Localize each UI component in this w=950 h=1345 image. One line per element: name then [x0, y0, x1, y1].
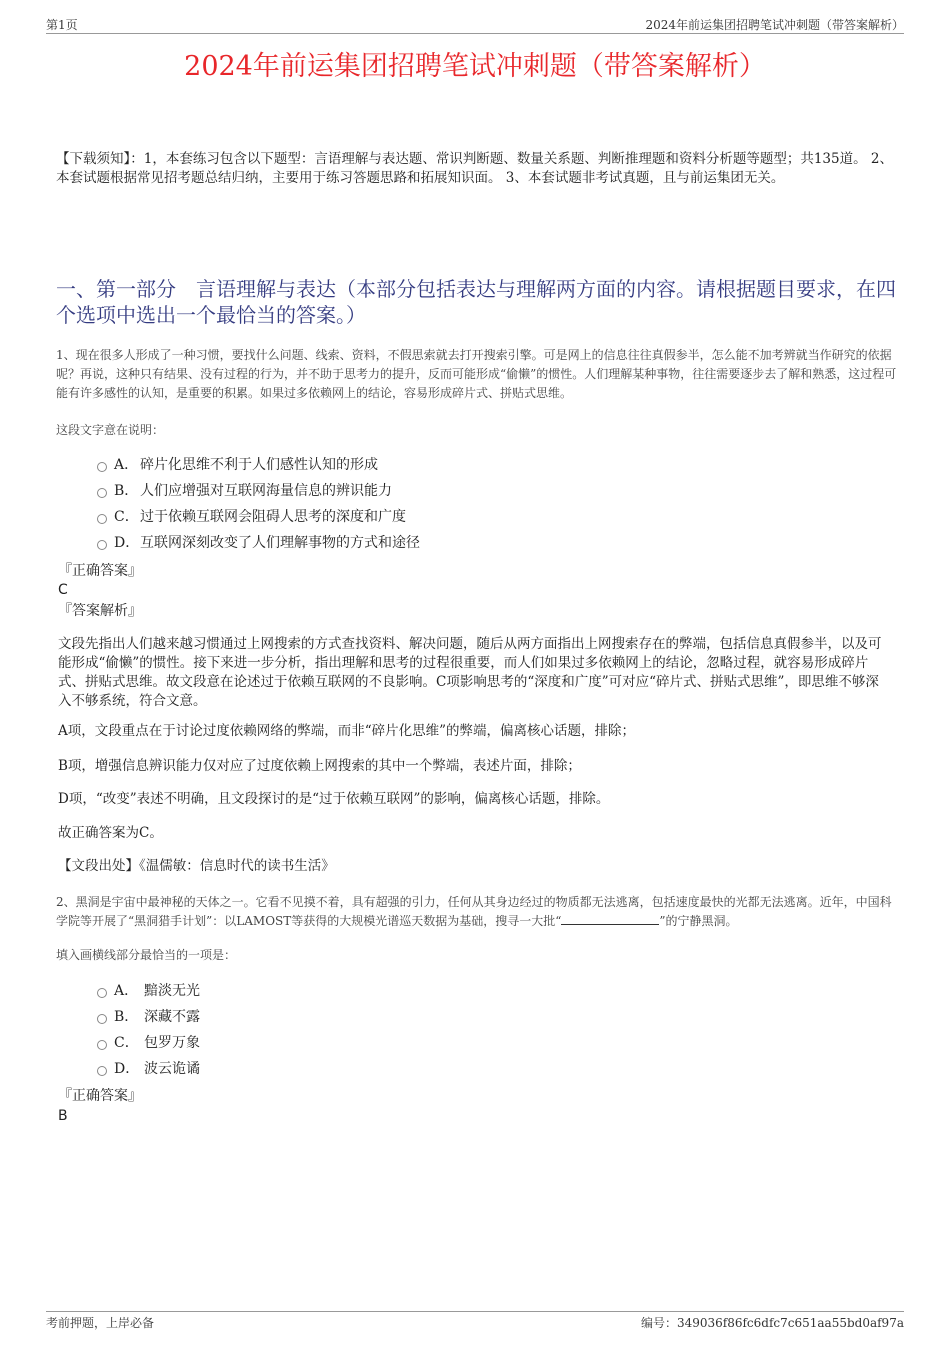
question-1-analysis-a: A项，文段重点在于讨论过度依赖网络的弊端，而非“碎片化思维”的弊端，偏离核心话题，排除； — [58, 723, 636, 739]
question-1-option-d[interactable] — [96, 532, 856, 558]
option-letter: B． — [114, 1009, 139, 1025]
question-2-prompt: 填入画横线部分最恰当的一项是： — [56, 948, 237, 962]
header-doc-title: 2024年前运集团招聘笔试冲刺题（带答案解析） — [645, 18, 904, 32]
section-heading: 一、第一部分 言语理解与表达（本部分包括表达与理解两方面的内容。请根据题目要求，在四个选项中选出一个最恰当的答案。） — [56, 277, 896, 327]
option-text: 黯淡无光 — [144, 983, 200, 999]
question-2-answer-label: 『正确答案』 — [58, 1088, 142, 1104]
question-1-answer: C — [58, 582, 68, 598]
radio-icon[interactable] — [97, 1066, 107, 1076]
question-2-options — [96, 980, 856, 1084]
page-number: 第1页 — [46, 18, 78, 32]
question-1-option-c[interactable] — [96, 506, 856, 532]
question-1-source: 【文段出处】《温儒敏：信息时代的读书生活》 — [58, 858, 335, 874]
option-letter: C． — [114, 1035, 139, 1051]
question-2-option-c[interactable] — [96, 1032, 856, 1058]
radio-icon[interactable] — [97, 514, 107, 524]
question-1-option-b[interactable] — [96, 480, 856, 506]
radio-icon[interactable] — [97, 540, 107, 550]
question-2-option-a[interactable] — [96, 980, 856, 1006]
option-letter: D． — [114, 1061, 140, 1077]
option-letter: B． — [114, 483, 139, 499]
footer-slogan: 考前押题，上岸必备 — [46, 1316, 155, 1330]
question-1-analysis-b: B项，增强信息辨识能力仅对应了过度依赖上网搜索的其中一个弊端，表述片面，排除； — [58, 758, 581, 774]
question-2-text — [56, 893, 898, 931]
page-header — [46, 15, 904, 34]
download-notice: 【下载须知】：1，本套练习包含以下题型：言语理解与表达题、常识判断题、数量关系题、判断推理题和资料分析题等题型；共135道。 2、本套试题根据常见招考题总结归纳，主要用于练习答题思路和拓展知识面。 3、本套试题非考试真题，且与前运集团无关。 — [56, 151, 893, 186]
question-1-analysis-label: 『答案解析』 — [58, 603, 142, 619]
option-text: 波云诡谲 — [144, 1061, 200, 1077]
question-1-analysis-d: D项，“改变”表述不明确，且文段探讨的是“过于依赖互联网”的影响，偏离核心话题，排除。 — [58, 791, 610, 807]
question-2-option-d[interactable] — [96, 1058, 856, 1084]
question-1-analysis-main: 文段先指出人们越来越习惯通过上网搜索的方式查找资料、解决问题，随后从两方面指出上网搜索存在的弊端，包括信息真假参半，以及可能形成“偷懒”的惯性。接下来进一步分析，指出理解和思考的过程很重要，而人们如果过多依赖网上的结论，忽略过程，就容易形成碎片式、拼贴式思维。故文段意在论述过于依赖互联网的不良影响。C项影响思考的“深度和广度”可对应“碎片式、拼贴式思维”，即思维不够深入不够系统，符合文意。 — [58, 636, 882, 709]
page-footer — [46, 1311, 904, 1330]
question-2-option-b[interactable] — [96, 1006, 856, 1032]
option-text: 过于依赖互联网会阻碍人思考的深度和广度 — [140, 509, 406, 525]
radio-icon[interactable] — [97, 1040, 107, 1050]
radio-icon[interactable] — [97, 462, 107, 472]
question-2-text-before: 2、黑洞是宇宙中最神秘的天体之一。它看不见摸不着，具有超强的引力，任何从其身边经过的物质都无法逃离，包括速度最快的光都无法逃离。近年，中国科学院等开展了“黑洞猎手计划”：以LAMOST等获得的大规模光谱巡天数据为基础，搜寻一大批“ — [56, 895, 892, 928]
option-letter: D． — [114, 535, 140, 551]
document-title: 2024年前运集团招聘笔试冲刺题（带答案解析） — [184, 51, 766, 82]
question-1-option-a[interactable] — [96, 454, 856, 480]
option-letter: A． — [114, 457, 139, 473]
option-letter: C． — [114, 509, 139, 525]
radio-icon[interactable] — [97, 488, 107, 498]
option-letter: A． — [114, 983, 139, 999]
option-text: 包罗万象 — [144, 1035, 200, 1051]
option-text: 人们应增强对互联网海量信息的辨识能力 — [140, 483, 392, 499]
radio-icon[interactable] — [97, 1014, 107, 1024]
question-1-options — [96, 454, 856, 558]
option-text: 互联网深刻改变了人们理解事物的方式和途径 — [140, 535, 420, 551]
question-1-answer-label: 『正确答案』 — [58, 563, 142, 579]
fill-blank — [561, 912, 659, 925]
radio-icon[interactable] — [97, 988, 107, 998]
question-1-prompt: 这段文字意在说明： — [56, 423, 165, 437]
question-1-analysis-conclusion: 故正确答案为C。 — [58, 825, 163, 841]
option-text: 碎片化思维不利于人们感性认知的形成 — [140, 457, 378, 473]
option-text: 深藏不露 — [144, 1009, 200, 1025]
question-1-text: 1、现在很多人形成了一种习惯，要找什么问题、线索、资料，不假思索就去打开搜索引擎。可是网上的信息往往真假参半，怎么能不加考辨就当作研究的依据呢？再说，这种只有结果、没有过程的行为，并不助于思考力的提升，反而可能形成“偷懒”的惯性。人们理解某种事物，往往需要逐步去了解和熟悉，这过程可能有许多感性的认知，是重要的积累。如果过多依赖网上的结论，容易形成碎片式、拼贴式思维。 — [56, 348, 897, 400]
footer-doc-id: 编号：349036f86fc6dfc7c651aa55bd0af97a — [640, 1316, 904, 1330]
question-2-answer: B — [58, 1108, 68, 1124]
question-2-text-after: ”的宁静黑洞。 — [659, 914, 738, 928]
